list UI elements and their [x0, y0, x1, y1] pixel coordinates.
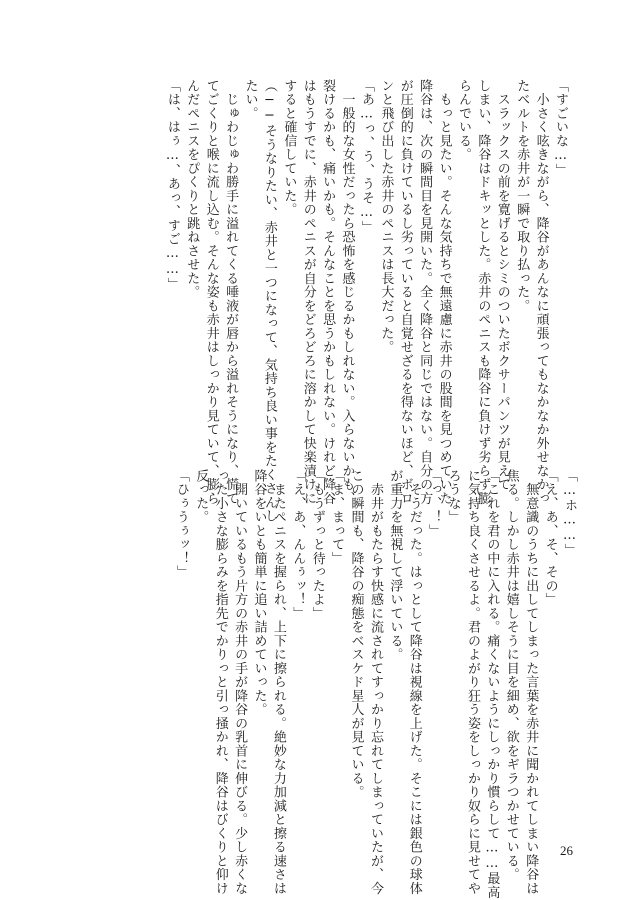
text-line: が圧倒的に負けているし劣っていると自覚せざるを得ないほど、ボロ: [397, 79, 413, 506]
text-line: またペニスを握られ、上下に擦られる。絶妙な力加減と擦る速さは: [270, 469, 286, 896]
text-line: 「え、あ、そ、その」: [542, 469, 558, 607]
text-line: じゅわじゅわ勝手に溢れてくる唾液が唇から溢れそうになり、慌て: [223, 79, 239, 506]
text-line: たベルトを赤井が一瞬で取り払った。: [514, 79, 530, 313]
text-line: 反った。: [193, 469, 209, 524]
text-line: もっと見たい。そんな気持ちで無遠慮に赤井の股間を見つめていた: [436, 79, 452, 506]
text-line: 「ひぅうぅッ！」: [173, 469, 189, 579]
text-line: 小さく呟きながら、降谷があんなに頑張ってもなかなか外せなかっ: [533, 79, 549, 506]
text-line: 開いているもう片方の赤井の手が降谷の乳首に伸びる。少し赤くな: [232, 469, 248, 896]
text-line: 「…ホ……」: [562, 469, 577, 558]
text-line: に気持ち良くさせるよ。君のよがり狂う姿をしっかり奴らに見せてや: [464, 469, 480, 896]
text-line: 赤井がもたらす快感に流されてすっかり忘れてしまっていたが、今: [367, 469, 383, 896]
text-line: しまい、降谷はドキッとした。赤井のペニスも降谷に負けず劣らず膨: [475, 79, 491, 506]
text-line: （──そうなりたい、赤井と一つになって、気持ち良い事をたくさんし: [261, 79, 277, 523]
text-line: らんでいる。: [455, 79, 471, 162]
text-line: んだペニスをぴくりと跳ねさせた。: [184, 79, 200, 299]
text-line: スラックスの前を寛げるとシミのついたボクサーパンツが見えて: [494, 79, 510, 492]
text-line: ろうな」: [445, 469, 461, 524]
text-line: 「は、はぅ…、あっ、すご……」: [164, 79, 180, 292]
text-line: 一般的な女性だったら恐怖を感じるかもしれない。入らないかも、: [339, 79, 355, 506]
page-number: 26: [560, 843, 573, 858]
text-line: すると確信していた。: [281, 79, 297, 217]
text-line: 「あ…っ、う、うそ…」: [358, 79, 374, 235]
text-line: 降谷をいとも簡単に追い詰めていった。: [251, 469, 267, 717]
text-line: 「え、あ、んんぅッ！」: [290, 469, 306, 621]
text-line: 「これを君の中に入れる。痛くないようにしっかり慣らして……最高: [484, 469, 500, 900]
text-line: ンと飛び出した赤井のペニスは長大だった。: [378, 79, 394, 354]
text-line: 「っ、！」: [426, 469, 442, 538]
text-line: 「もうずっと待ったよ」: [309, 469, 325, 621]
text-line: 無意識のうちに出してしまった言葉を赤井に聞かれてしまい降谷は: [523, 469, 539, 896]
text-line: たい。: [242, 79, 258, 121]
text-line: てごくりと喉に流し込む。そんな姿も赤井はしっかり見ていて、膨ら: [203, 79, 219, 506]
text-line: そうだった。はっとして降谷は視線を上げた。そこには銀色の球体: [406, 469, 422, 896]
text-line: った小さな膨らみを指先でかりっと引っ掻かれ、降谷はびくりと仰け: [212, 469, 228, 896]
text-line: 「すごいな…」: [553, 79, 568, 178]
text-line: 焦る。しかし赤井は嬉しそうに目を細め、欲をギラつかせている。: [503, 469, 519, 882]
text-line: 裂けるかも、痛いかも。そんなことを思うかもしれない。けれど降谷: [320, 79, 336, 506]
text-line: 降谷は、次の瞬間目を見開いた。全く降谷と同じではない。自分の方: [417, 79, 433, 506]
text-line: この瞬間も、降谷の痴態をベスケド星人が見ている。: [348, 469, 364, 799]
text-line: はもうすでに、赤井のペニスが自分をどろどろに溶かして快楽漬けに: [300, 79, 316, 506]
text-line: 「ま、まって」: [329, 469, 345, 566]
text-line: が重力を無視して浮いている。: [387, 469, 403, 662]
